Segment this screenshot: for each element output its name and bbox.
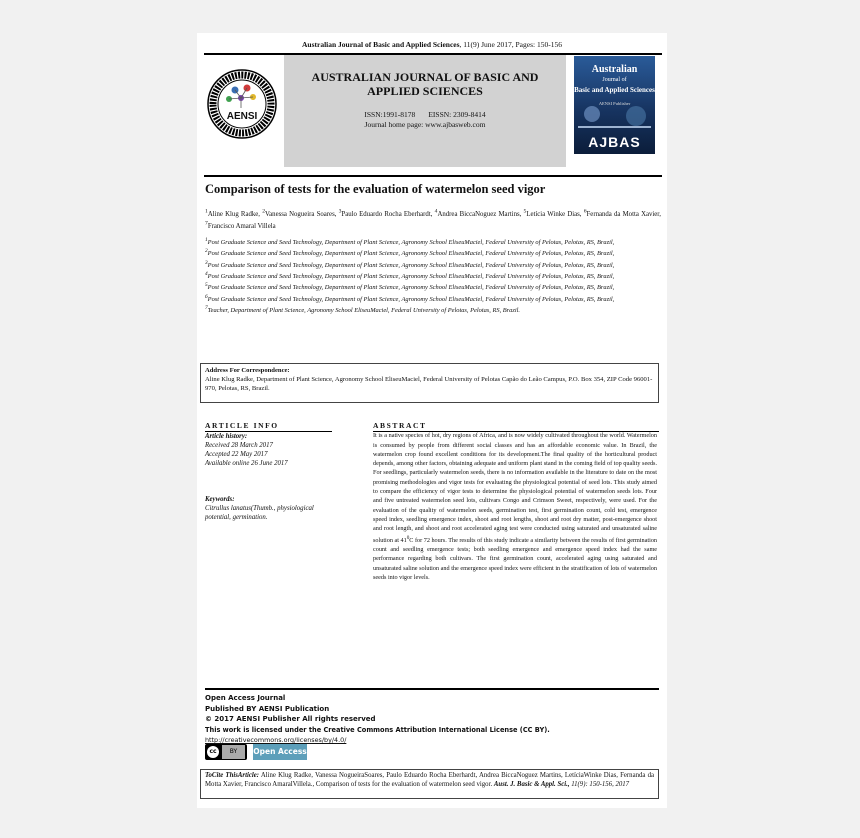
journal-title-line1: AUSTRALIAN JOURNAL OF BASIC AND [311, 70, 539, 84]
open-access-button[interactable]: Open Access [253, 744, 307, 760]
running-header-journal: Australian Journal of Basic and Applied Sciences [302, 40, 460, 49]
footer-rule [205, 688, 659, 690]
author: $^3$Paulo Eduardo Rocha Eberhardt, [338, 209, 435, 219]
cover-line3: Basic and Applied Sciences [574, 86, 655, 94]
aensi-logo [205, 54, 279, 158]
cc-icon: cc [207, 746, 219, 758]
by-icon: BY [222, 745, 245, 759]
paper-title: Comparison of tests for the evaluation of watermelon seed vigor [205, 182, 546, 196]
journal-title [284, 70, 566, 98]
running-header-issue: , 11(9) June 2017, Pages: 150-156 [459, 40, 562, 49]
paper-page [197, 33, 667, 808]
eissn: EISSN: 2309-8414 [428, 110, 486, 119]
cover-line5: AJBAS [588, 134, 641, 150]
author-list [205, 208, 661, 231]
footer-block [205, 693, 659, 746]
abstract-heading: ABSTRACT [373, 421, 427, 430]
cover-line1: Australian [591, 64, 638, 75]
journal-cover [574, 56, 655, 154]
copyright: © 2017 AENSI Publisher All rights reserved [205, 715, 376, 724]
article-info [205, 421, 335, 522]
open-access-journal: Open Access Journal [205, 694, 286, 702]
journal-title-box [284, 55, 566, 167]
cover-line4: AENSI Publisher [598, 101, 631, 106]
affiliation: $^1$Post Graduate Science and Seed Technology, Department of Plant Science, Agronomy School EliseuMaciel, Federal University of Pelotas, Pelotas, RS, Brazil, [205, 237, 615, 247]
author: $^4$Andrea BiccaNoguez Martins, [434, 209, 524, 219]
to-cite-journal: Aust. J. Basic & Appl. Sci., [493, 781, 570, 789]
running-header [197, 40, 667, 49]
abstract-body: It is a native species of hot, dry regions of Africa, and is now widely cultivated throughout the world. Watermelon is consumed by people from different social classes and has an affordable economic value. In Brazil, the watermelon crop found excellent conditions for its development.The final quality of the horticultural product depends, among other factors, obtaining adequate and uniform plant stand in the coming field of top quality seeds. For seedlings, particularly watermelon seeds, there is no information available in the literature to date on the most promising methodologies and vigor tests for evaluating the physiological potential of seed lots. This study aimed to compare the efficiency of vigor tests to determine the physiological potential of watermelon seeds lots. Four and five untreated watermelon seed lots, cultivars Congo and Crimson Sweet, respectively, were used. For the evaluation of the quality of watermelon seeds, germination test, first germination count, cold test, emergence speed index, seedling emergence index, shoot and root lengths, shoot and root dry matter, post-emergence shoot and root length, and shoot and root accelerated aging test were conducted using saturated and unsaturated saline solution at $41^0C$ for 72 hours. The results of this study indicate a similarity between the results of first germination count and seedling emergence tests; both seedling emergence and emergence speed index had the same performance regarding both cultivars. The first germination count, accelerated aging using saturated and unsaturated saline solution and the emergence speed index were efficient in the stratification of lots of watermelon seeds into vigor levels. [373, 432, 658, 581]
online-date: Available online 26 June 2017 [205, 460, 288, 467]
affiliation: $^2$Post Graduate Science and Seed Technology, Department of Plant Science, Agronomy School EliseuMaciel, Federal University of Pelotas, Pelotas, RS, Brazil, [205, 248, 615, 258]
published-by: Published BY AENSI Publication [205, 704, 330, 713]
abstract-rule [373, 431, 659, 432]
license-text: This work is licensed under the Creative Commons Attribution International License (CC BY). [205, 725, 550, 734]
journal-title-line2: APPLIED SCIENCES [367, 84, 483, 98]
keywords: Citrullus lanatus(Thumb., physiological potential, germination. [205, 505, 314, 521]
license-link[interactable]: http://creativecommons.org/licenses/by/4.0/ [205, 736, 347, 745]
affiliation: $^3$Post Graduate Science and Seed Technology, Department of Plant Science, Agronomy School EliseuMaciel, Federal University of Pelotas, Pelotas, RS, Brazil, [205, 259, 615, 269]
abstract [373, 421, 657, 582]
author: $^5$Letícia Winke Dias, [523, 209, 584, 219]
issn: ISSN:1991-8178 [364, 110, 416, 119]
correspondence-heading: Address For Correspondence: [205, 367, 290, 374]
correspondence-box [200, 363, 659, 403]
keywords-label: Keywords: [205, 496, 235, 503]
affiliation: $^5$Post Graduate Science and Seed Technology, Department of Plant Science, Agronomy School EliseuMaciel, Federal University of Pelotas, Pelotas, RS, Brazil, [205, 282, 615, 292]
to-cite-label: ToCite ThisArticle: [205, 772, 260, 779]
affiliation: $^7$Teacher, Department of Plant Science, Agronomy School EliseuMaciel, Federal University of Pelotas, Pelotas, RS, Brazil. [205, 304, 520, 315]
journal-homepage: Journal home page: www.ajbasweb.com [364, 120, 486, 129]
accepted-date: Accepted 22 May 2017 [205, 451, 268, 458]
author: $^7$Francisco Amaral Villela [205, 220, 276, 230]
cc-by-badge[interactable] [205, 744, 247, 760]
aensi-logo-text: AENSI [226, 111, 258, 122]
affiliation-list [205, 236, 661, 315]
article-history-label: Article history: [205, 433, 248, 440]
to-cite-citation: 11(9): 150-156, 2017 [569, 781, 630, 789]
author: $^6$Fernanda da Motta Xavier, [583, 209, 661, 219]
received-date: Received 28 March 2017 [205, 442, 273, 449]
to-cite-box [200, 769, 659, 799]
aensi-logo-graphic [205, 54, 279, 158]
title-rule [204, 175, 662, 177]
cover-line2: Journal of [602, 77, 627, 83]
article-info-rule [205, 431, 332, 432]
affiliation: $^4$Post Graduate Science and Seed Technology, Department of Plant Science, Agronomy School EliseuMaciel, Federal University of Pelotas, Pelotas, RS, Brazil, [205, 270, 615, 281]
article-info-heading: ARTICLE INFO [205, 421, 279, 430]
author: $^2$Vanessa Nogueira Soares, [262, 209, 339, 219]
to-cite-text: Aline Klug Radke, Vanessa NogueiraSoares, Paulo Eduardo Rocha Eberhardt, Andrea BiccaNoguez Martins, LetíciaWinke Dias, Fernanda da Motta Xavier, Francisco AmaralVillela., Comparison of tests for the evaluation of watermelon seed vigor. [205, 772, 654, 789]
author: $^1$Aline Klug Radke, [205, 209, 263, 219]
correspondence-text: Aline Klug Radke, Department of Plant Science, Agronomy School EliseuMaciel, Federal University of Pelotas Capão do Leão Campus, P.O. Box 354, ZIP Code 96001-970, Pelotas, RS, Brazil. [205, 376, 653, 392]
affiliation: $^6$Post Graduate Science and Seed Technology, Department of Plant Science, Agronomy School EliseuMaciel, Federal University of Pelotas, Pelotas, RS, Brazil, [205, 293, 615, 303]
journal-issn-block [284, 110, 566, 130]
